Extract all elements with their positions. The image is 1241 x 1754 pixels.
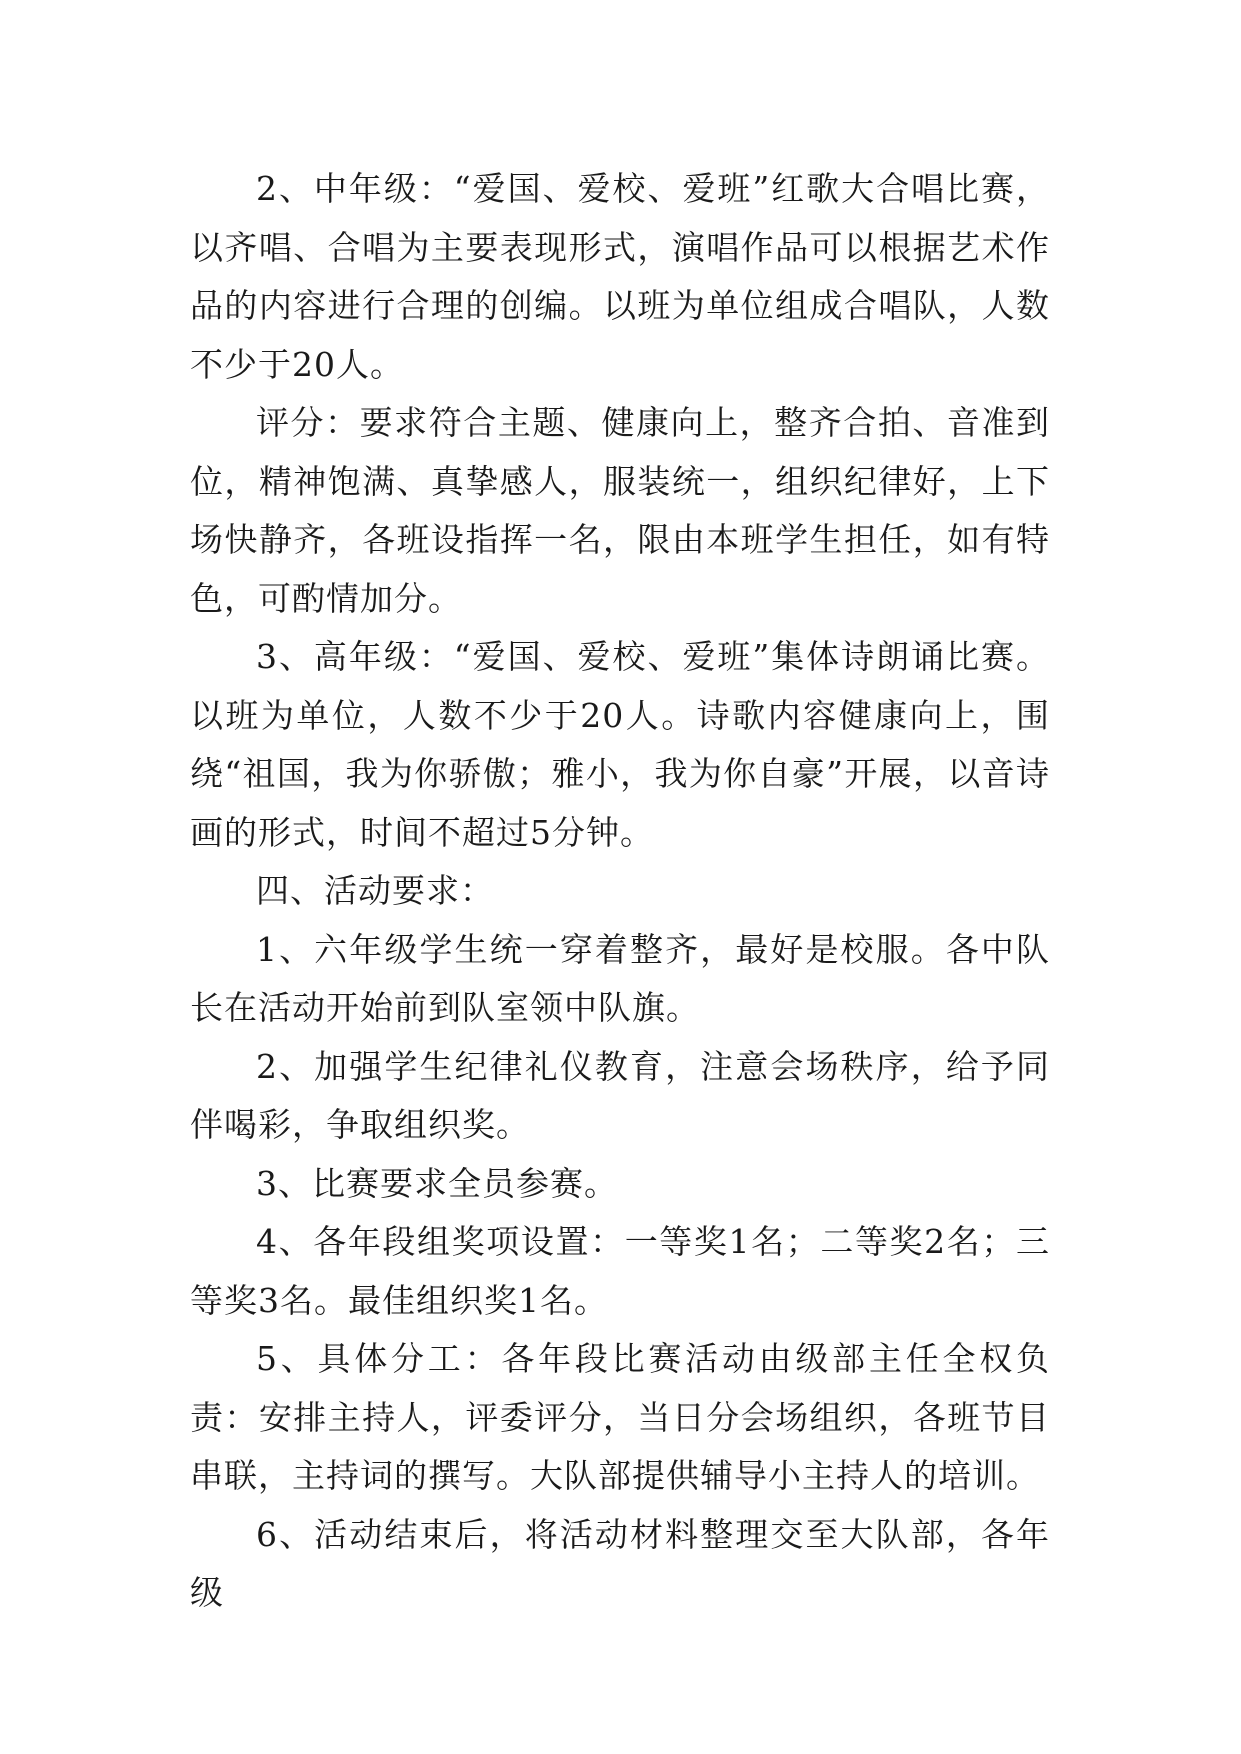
paragraph-middle-grade-choir: 2、中年级：“爱国、爱校、爱班”红歌大合唱比赛，以齐唱、合唱为主要表现形式，演唱作品可以根据艺术作品的内容进行合理的创编。以班为单位组成合唱队，人数不少于20人。: [190, 169, 1050, 384]
paragraph-requirement-6: 6、活动结束后，将活动材料整理交至大队部，各年级: [190, 1514, 1050, 1612]
paragraph-upper-grade-recitation: 3、高年级：“爱国、爱校、爱班”集体诗朗诵比赛。以班为单位，人数不少于20人。诗歌内容健康向上，围绕“祖国，我为你骄傲；雅小，我为你自豪”开展，以音诗画的形式，时间不超过5分钟。: [190, 637, 1050, 852]
section-heading-requirements: 四、活动要求：: [256, 871, 494, 910]
paragraph-requirement-2: 2、加强学生纪律礼仪教育，注意会场秩序，给予同伴喝彩，争取组织奖。: [190, 1046, 1050, 1144]
paragraph-scoring: 评分：要求符合主题、健康向上，整齐合拍、音准到位，精神饱满、真挚感人，服装统一，组织纪律好，上下场快静齐，各班设指挥一名，限由本班学生担任，如有特色，可酌情加分。: [190, 403, 1050, 618]
paragraph-requirement-4: 4、各年段组奖项设置：一等奖1名；二等奖2名；三等奖3名。最佳组织奖1名。: [190, 1222, 1050, 1320]
paragraph-requirement-3: 3、比赛要求全员参赛。: [256, 1163, 618, 1203]
document-body: [190, 160, 1050, 1623]
paragraph-requirement-1: 1、六年级学生统一穿着整齐，最好是校服。各中队长在活动开始前到队室领中队旗。: [190, 929, 1050, 1027]
paragraph-requirement-5: 5、具体分工：各年段比赛活动由级部主任全权负责：安排主持人，评委评分，当日分会场组织，各班节目串联，主持词的撰写。大队部提供辅导小主持人的培训。: [190, 1339, 1050, 1495]
